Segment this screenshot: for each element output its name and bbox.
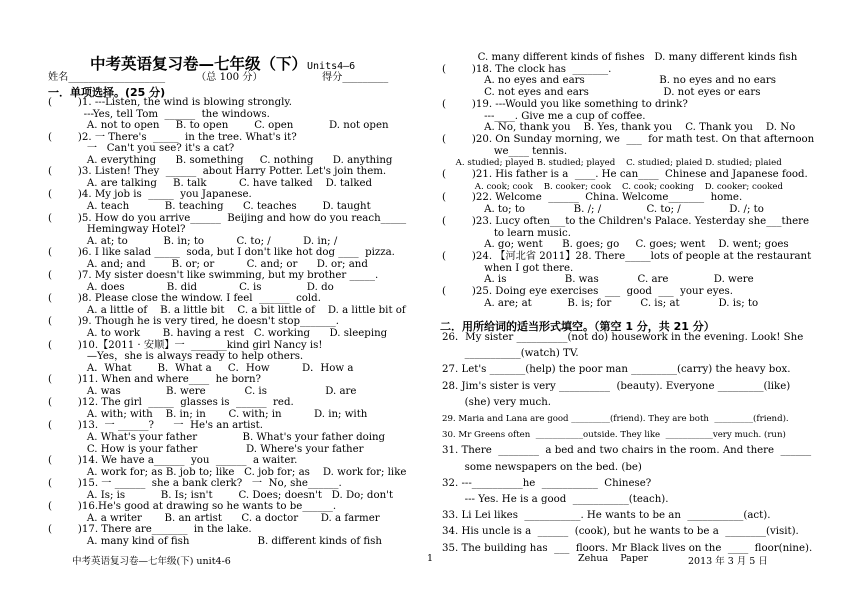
score-field-label: 得分_________ (322, 72, 389, 83)
section1-title: 一．单项选择。(25 分) (48, 86, 166, 99)
question-line: ---____. Give me a cup of coffee. (442, 110, 646, 122)
question-line: A. a writer B. an artist C. a doctor D. a farmer (48, 512, 380, 524)
question-line: A. cook; cook B. cooker; cook C. cook; cooking D. cooker; cooked (442, 181, 784, 192)
question-line: —Yes，she is always ready to help others. (48, 351, 304, 363)
question-line: 34. His uncle is a ______ (cook), but he wants to be a ________(visit). (442, 526, 799, 538)
question-line: ( )6. I like salad _____ soda, but I don't like hot dog ____ pizza. (48, 247, 395, 259)
question-line: 35. The building has ___ floors. Mr Black lives on the ____ floor(nine). (442, 542, 813, 554)
question-line: ( )18. The clock has _______. (442, 63, 612, 75)
section2-title: 二．用所给词的适当形式填空。（第空 1 分，共 21 分） (440, 320, 715, 333)
question-line: 33. Li Lei likes ___________. He wants to be an ___________(act). (442, 510, 771, 522)
question-line: 一 Can't you see? it's a cat? (48, 143, 235, 155)
question-line: C. not eyes and ears D. not eyes or ears (442, 87, 761, 99)
question-line: ( )1. ---Listen, the wind is blowing strongly. (48, 97, 293, 108)
question-line: ___________(watch) TV. (442, 348, 579, 360)
question-line: A. not to open B. to open C. open D. not open (48, 120, 389, 132)
question-line: ( )20. On Sunday morning, we ___ for math test. On that afternoon (442, 133, 815, 145)
question-line: ( )3. Listen! They ______ about Harry Potter. Let's join them. (48, 166, 387, 178)
question-line: ( )23. Lucy often___to the Children's Palace. Yesterday she___there (442, 215, 810, 227)
footer-date: 2013 年 3 月 5 日 (688, 556, 768, 567)
question-line: A. many kind of fish B. different kinds of fish (48, 535, 382, 547)
question-line: ( )14. We have a______ you ______ a waiter. (48, 455, 298, 467)
question-line: A. are talking B. talk C. have talked D. talked (48, 177, 373, 189)
question-line: A. is B. was C. are D. were (442, 274, 754, 286)
question-line: A. work for; as B. job to; like C. job for; as D. work for; like (48, 466, 407, 478)
question-line: ( )4. My job is _____ you Japanese. (48, 189, 252, 201)
question-line: A. with; with B. in; in C. with; in D. in; with (48, 408, 368, 420)
question-line: C. many different kinds of fishes D. many different kinds fish (442, 52, 798, 63)
question-line: ( )8. Please close the window. I feel ______ cold. (48, 293, 321, 305)
question-line: ( )21. His father is a ____. He can____ Chinese and Japanese food. (442, 169, 808, 180)
question-line: 28. Jim's sister is very __________ (beauty). Everyone _________(like) (442, 380, 791, 392)
total-score-label: （总 100 分） (196, 72, 263, 83)
question-line: A. no eyes and ears B. no eyes and no ears (442, 75, 776, 87)
question-line: ( )5. How do you arrive______ Beijing and how do you reach_____ (48, 212, 407, 224)
question-line: A. go; went B. goes; go C. goes; went D. went; goes (442, 239, 789, 251)
question-line: ---Yes, tell Tom ______ the windows. (48, 108, 270, 120)
question-line: ( )17. There are_______ in the lake. (48, 524, 252, 536)
footer-exam-name: 中考英语复习卷—七年级(下) unit4-6 (72, 556, 231, 567)
question-line: A. teach B. teaching C. teaches D. taught (48, 200, 371, 212)
name-field-label: 姓名___________________ (48, 72, 166, 83)
question-line: A. at; to B. in; to C. to; / D. in; / (48, 235, 338, 247)
question-line: ( )22. Welcome ______ China. Welcome_______ home. (442, 192, 743, 204)
question-line: A. No, thank you B. Yes, thank you C. Thank you D. No (442, 122, 796, 134)
question-line: A. are; at B. is; for C. is; at D. is; to (442, 297, 759, 309)
question-line: A. and; and B. or; or C. and; or D. or; and (48, 258, 368, 270)
question-line: A. everything B. something C. nothing D. anything (48, 154, 393, 166)
question-line: 29. Maria and Lana are good _________(friend). They are both _________(friend). (442, 414, 789, 424)
question-line: A．What B．What a C．How D．How a (48, 362, 354, 374)
question-line: ( )11. When and where____ he born? (48, 374, 261, 386)
question-line: A. to work B. having a rest C. working D. sleeping (48, 328, 388, 339)
exam-title: 中考英语复习卷—七年级（下）Units4—6 (90, 55, 356, 73)
question-line: ( )13. 一 ______? 一 He's an artist. (48, 420, 263, 432)
question-line: A. to; to B. /; / C. to; / D. /; to (442, 204, 764, 216)
question-line: to learn music. (442, 227, 571, 239)
question-line: Hemingway Hotel? (48, 224, 186, 236)
question-line: ( )12. The girl _____ glasses is ______ red. (48, 397, 294, 409)
question-line: 27. Let's _______(help) the poor man _________(carry) the heavy box. (442, 364, 791, 376)
question-line: (she) very much. (442, 396, 552, 408)
question-line: 30. Mr Greens often ___________outside. They like ___________very much. (run) (442, 430, 786, 441)
question-line: A. was B. were C. is D. are (48, 385, 357, 397)
question-line: ( )2. 一 There's _____ in the tree. What's it? (48, 131, 297, 143)
question-line: when I got there. (442, 262, 574, 274)
question-line: we____ tennis. (442, 145, 568, 157)
footer-page-number: 1 (427, 553, 434, 564)
question-line: 26．My sister __________(not do) housework in the evening. Look! She (442, 332, 804, 343)
footer-publisher: Zehua Paper (578, 553, 649, 564)
question-line: 32. ---__________he ___________ Chinese? (442, 477, 652, 489)
question-line: C. How is your father D. Where's your father (48, 443, 364, 455)
question-line: A. Is; is B. Is; isn't C. Does; doesn't D. Do; don't (48, 489, 394, 501)
question-line: A. What's your father B. What's your father doing (48, 431, 386, 443)
question-line: ( )19. ---Would you like something to drink? (442, 98, 688, 110)
question-line: ( )15. 一 ______ she a bank clerk? 一 No, she______. (48, 478, 342, 490)
question-line: A. does B. did C. is D. do (48, 281, 334, 293)
question-line: A. studied; played B. studied; played C. studied; plaied D. studied; plaied (442, 158, 782, 169)
question-line: --- Yes. He is a good ___________(teach). (442, 494, 669, 505)
exam-units: Units4—6 (307, 61, 356, 72)
question-line: some newspapers on the bed. (be) (442, 461, 642, 473)
question-line: ( )25. Doing eye exercises ___ good ___ your eyes. (442, 286, 733, 297)
question-line: ( )24. 【河北省 2011】28. There_____lots of people at the restaurant (442, 250, 812, 262)
question-line: ( )16.He's good at drawing so he wants to be______. (48, 501, 337, 513)
question-line: ( )9. Though he is very tired, he doesn't stop_______. (48, 316, 339, 328)
question-line: ( )10.【2011 · 安顺】一 _______kind girl Nancy is! (48, 339, 323, 351)
question-line: 31. There ________ a bed and two chairs in the room. And there ______ (442, 445, 812, 457)
question-line: ( )7. My sister doesn't like swimming, but my brother _____. (48, 270, 379, 282)
question-line: A. a little of B. a little bit C. a bit little of D. a little bit of (48, 304, 406, 316)
